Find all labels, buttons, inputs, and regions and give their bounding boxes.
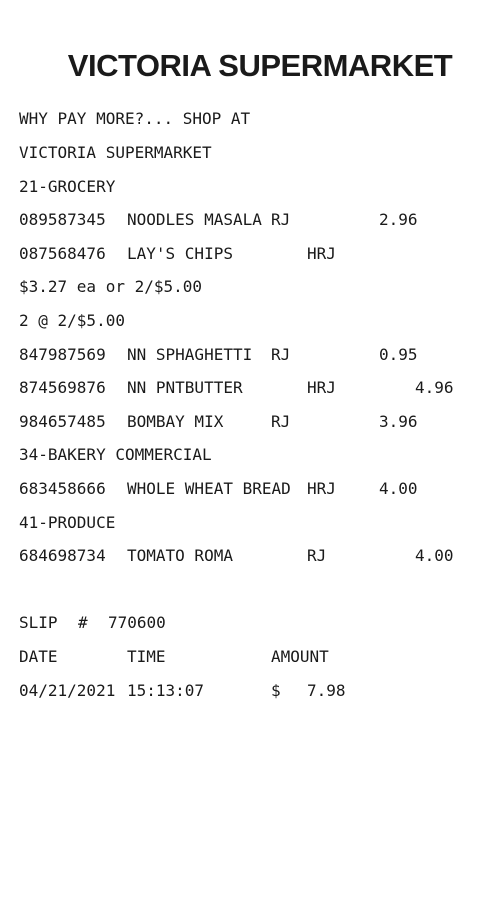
chips-price-note: $3.27 ea or 2/$5.00: [19, 277, 203, 296]
currency-symbol: $: [271, 681, 281, 700]
item-name: BOMBAY MIX: [127, 412, 224, 431]
item-code: 874569876: [19, 378, 106, 397]
item-name: NN PNTBUTTER: [127, 378, 243, 397]
item-code: 984657485: [19, 412, 106, 431]
item-name: TOMATO ROMA: [127, 546, 233, 565]
item-price: 2.96: [379, 210, 418, 229]
item-tax-code: HRJ: [307, 378, 336, 397]
item-price: 0.95: [379, 345, 418, 364]
item-code: 683458666: [19, 479, 106, 498]
item-tax-code: RJ: [307, 546, 327, 565]
item-code: 087568476: [19, 244, 106, 263]
transaction-date: 04/21/2021: [19, 681, 116, 700]
transaction-time: 15:13:07: [127, 681, 205, 700]
slogan-line-2: VICTORIA SUPERMARKET: [19, 143, 212, 162]
section-produce: 41-PRODUCE: [19, 513, 116, 532]
item-price: 4.00: [379, 479, 418, 498]
slip-number: 770600: [108, 613, 166, 632]
item-code: 089587345: [19, 210, 106, 229]
total-amount: 7.98: [307, 681, 346, 700]
item-tax-code: RJ: [271, 345, 291, 364]
item-price: 4.00: [415, 546, 454, 565]
item-price: 3.96: [379, 412, 418, 431]
slip-hash: #: [78, 613, 88, 632]
slip-label: SLIP: [19, 613, 58, 632]
item-name: LAY'S CHIPS: [127, 244, 233, 263]
date-header: DATE: [19, 647, 58, 666]
slogan-line-1: WHY PAY MORE?... SHOP AT: [19, 109, 251, 128]
chips-quantity-note: 2 @ 2/$5.00: [19, 311, 125, 330]
item-tax-code: RJ: [271, 412, 291, 431]
item-name: WHOLE WHEAT BREAD: [127, 479, 291, 498]
item-tax-code: HRJ: [307, 244, 336, 263]
item-name: NOODLES MASALA: [127, 210, 262, 229]
item-price: 4.96: [415, 378, 454, 397]
item-tax-code: RJ: [271, 210, 291, 229]
item-code: 684698734: [19, 546, 106, 565]
section-bakery: 34-BAKERY COMMERCIAL: [19, 445, 212, 464]
item-code: 847987569: [19, 345, 106, 364]
time-header: TIME: [127, 647, 166, 666]
amount-header: AMOUNT: [271, 647, 329, 666]
store-title: VICTORIA SUPERMARKET: [67, 48, 453, 83]
item-tax-code: HRJ: [307, 479, 336, 498]
item-name: NN SPHAGHETTI: [127, 345, 253, 364]
section-grocery: 21-GROCERY: [19, 177, 116, 196]
